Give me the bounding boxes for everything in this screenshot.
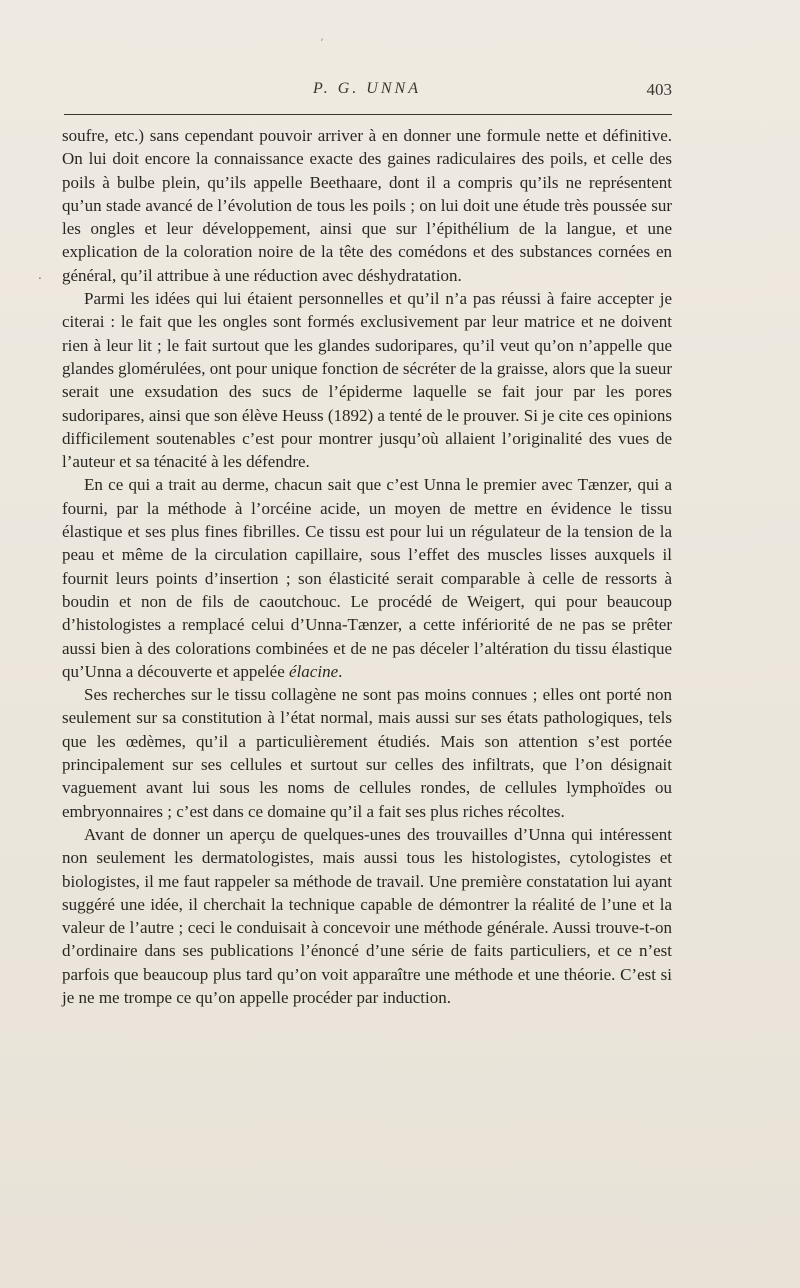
stray-mark: ʼ bbox=[320, 38, 324, 49]
paragraph-tail: . bbox=[338, 661, 343, 681]
emphasized-term: élacine bbox=[289, 661, 339, 681]
margin-dot: . bbox=[38, 268, 42, 282]
paragraph-text: soufre, etc.) sans cependant pouvoir arriver à en donner une formule nette et définitive. On lui doit encore la connaissance exacte des gaines radiculaires des poils, et celle des poils à bulbe plein, qu’ils appelle Beethaare, dont il a compris qu’ils ne représentent qu’un stade avancé de l’évolution de tous les poils ; on lui doit une étude très poussée sur les ongles et leur développement, ainsi que sur l’épithélium de la langue, et une explication de la coloration noire de la tête des comédons et des substances cornées en général, qu’il attribue à une réduction avec déshydratation. bbox=[62, 126, 672, 285]
page-number: 403 bbox=[646, 80, 672, 99]
header-rule bbox=[64, 114, 672, 115]
paragraph-1 bbox=[62, 124, 672, 287]
paragraph-text: En ce qui a trait au derme, chacun sait que c’est Unna le premier avec Tænzer, qui a fourni, par la méthode à l’orcéine acide, un moyen de mettre en évidence le tissu élastique et ses plus fines fibrilles. Ce tissu est pour lui un régulateur de la tension de la peau et même de la circulation capillaire, sous l’effet des muscles lisses auxquels il fournit leurs points d’insertion ; son élasticité serait comparable à celle de ressorts à boudin et non de fils de caoutchouc. Le procédé de Weigert, qui pour beaucoup d’histologistes a remplacé celui d’Unna-Tænzer, a cette infériorité de ne pas se prêter aussi bien à des colorations combinées et de ne pas déceler l’altération du tissu élastique qu’Unna a découverte et appelée bbox=[62, 475, 672, 681]
paragraph-text: Ses recherches sur le tissu collagène ne sont pas moins connues ; elles ont porté non seulement sur sa constitution à l’état normal, mais aussi sur ses états pathologiques, tels que les œdèmes, qu’il a particulièrement étudiés. Mais son attention s’est portée principalement sur ses cellules et surtout sur celles des infiltrats, que l’on désignait vaguement avant lui sous les noms de cellules rondes, de cellules lymphoïdes ou embryonnaires ; c’est dans ce domaine qu’il a fait ses plus riches récoltes. bbox=[62, 685, 672, 821]
paragraph-5 bbox=[62, 823, 672, 1009]
paragraph-text: Avant de donner un aperçu de quelques-unes des trouvailles d’Unna qui intéressent non seulement les dermatologistes, mais aussi tous les histologistes, cytologistes et biologistes, il me faut rappeler sa méthode de travail. Une première constatation lui ayant suggéré une idée, il cherchait la technique capable de démontrer la réalité de l’une et la valeur de l’autre ; ceci le conduisait à concevoir une méthode générale. Aussi trouve-t-on d’ordinaire dans ses publications l’énoncé d’une série de faits particuliers, et ce n’est parfois que beaucoup plus tard qu’on voit apparaître une méthode et une théorie. C’est si je ne me trompe ce qu’on appelle procéder par induction. bbox=[62, 824, 672, 1007]
body-text bbox=[62, 124, 672, 1009]
paragraph-3 bbox=[62, 473, 672, 683]
paragraph-2 bbox=[62, 287, 672, 473]
running-head bbox=[62, 80, 672, 104]
paragraph-text: Parmi les idées qui lui étaient personnelles et qu’il n’a pas réussi à faire accepter je citerai : le fait que les ongles sont formés exclusivement par leur matrice et ne doivent rien à leur lit ; le fait surtout que les glandes sudoripares, qu’il veut qu’on n’appelle que glandes glomérulées, ont pour unique fonction de sécréter de la graisse, alors que la sueur serait une exsudation des sucs de l’épiderme laquelle se fait jour par les pores sudoripares, ainsi que son élève Heuss (1892) a tenté de le prouver. Si je cite ces opinions difficilement soutenables c’est pour montrer jusqu’où allaient l’originalité des vues de l’auteur et sa ténacité à les défendre. bbox=[62, 289, 672, 472]
running-title: P. G. UNNA bbox=[313, 80, 421, 97]
paragraph-4 bbox=[62, 683, 672, 823]
